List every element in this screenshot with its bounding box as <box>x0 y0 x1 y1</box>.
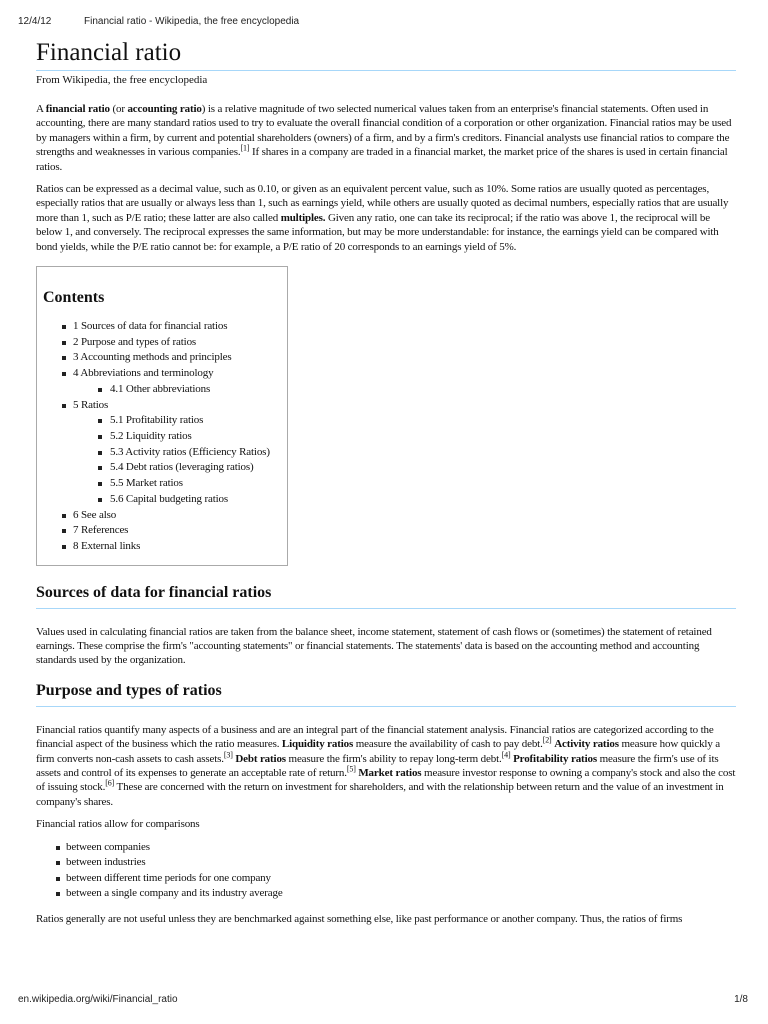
toc-list <box>43 319 287 555</box>
toc-item[interactable]: 5 Ratios <box>43 398 287 414</box>
text: If shares in a company are traded in a financial market, the market price of the shares is used in certain financial ratios. <box>36 146 728 173</box>
intro-paragraph-2 <box>36 182 736 254</box>
bold-term: accounting ratio <box>127 103 202 115</box>
text: measure the firm's use of its assets and control of its expenses to generate an acceptable rate of return. <box>36 752 719 780</box>
print-url: en.wikipedia.org/wiki/Financial_ratio <box>18 994 178 1005</box>
text: Ratios can be expressed as a decimal value, such as 0.10, or given as an equivalent percent value, such as 10%. Some ratios are usually quoted as percentages, especially ratios that are usually or always less than 1, such as earnings yield, while others are usually quoted as decimal numbers, especially ratios that are usually more than 1, such as P/E ratio; these latter are also called <box>36 183 729 224</box>
text: ) is a relative magnitude of two selected numerical values taken from an enterprise's financial statements. Often used in accounting, there are many standard ratios used to try to evaluate the overall financial condition of a corporation or other organization. Financial ratios may be used by managers within a firm, by current and potential shareholders (owners) of a firm, and by a firm's creditors. Financial analysts use financial ratios to compare the strengths and weaknesses in various companies. <box>36 103 732 159</box>
purpose-paragraph <box>36 723 736 809</box>
bold-term: multiples. <box>280 211 326 224</box>
toc-item[interactable]: 3 Accounting methods and principles <box>43 350 287 366</box>
toc-item[interactable]: 2 Purpose and types of ratios <box>43 335 287 351</box>
reference-link[interactable]: [2] <box>542 735 552 745</box>
print-footer <box>18 994 750 1010</box>
comparisons-intro: Financial ratios allow for comparisons <box>36 818 200 831</box>
list-item: between industries <box>36 855 736 871</box>
text: A <box>36 103 46 115</box>
section-heading-purpose: Purpose and types of ratios <box>36 680 736 707</box>
page-number: 1/8 <box>734 994 748 1005</box>
reference-link[interactable]: [1] <box>240 143 250 153</box>
toc-item[interactable]: 1 Sources of data for financial ratios <box>43 319 287 335</box>
section-heading-sources: Sources of data for financial ratios <box>36 582 736 609</box>
text: measure investor response to owning a company's stock and also the cost of issuing stock. <box>36 767 736 794</box>
toc-item[interactable]: 4 Abbreviations and terminology <box>43 366 287 382</box>
bold-term: Profitability ratios <box>513 752 597 765</box>
toc-subitem[interactable]: 4.1 Other abbreviations <box>43 382 287 398</box>
toc-item[interactable]: 6 See also <box>43 508 287 524</box>
bold-term: financial ratio <box>45 103 110 115</box>
toc-subitem[interactable]: 5.1 Profitability ratios <box>43 413 287 429</box>
text: Given any ratio, one can take its reciprocal; if the ratio was above 1, the reciprocal will be below 1, and conversely. The reciprocal expresses the same information, but may be more understandable: for instance, the earnings yield can be compared with bond yields, while the P/E ratio cannot be: for example, a P/E ratio of 20 corresponds to an earnings yield of 5%. <box>36 211 719 253</box>
sources-paragraph: Values used in calculating financial ratios are taken from the balance sheet, income statement, statement of cash flows or (sometimes) the statement of retained earnings. These comprise the firm's "accounting statements" or financial statements. The statements' data is based on the accounting method and accounting standards used by the organization. <box>36 625 712 667</box>
text: measure the availability of cash to pay debt. <box>353 738 543 751</box>
print-date: 12/4/12 <box>18 16 52 27</box>
toc-subitem[interactable]: 5.6 Capital budgeting ratios <box>43 492 287 508</box>
bold-term: Activity ratios <box>554 738 619 751</box>
print-page-title: Financial ratio - Wikipedia, the free encyclopedia <box>84 16 300 27</box>
toc-subitem[interactable]: 5.3 Activity ratios (Efficiency Ratios) <box>43 445 287 461</box>
bold-term: Debt ratios <box>235 752 286 765</box>
intro-paragraph-1 <box>36 102 736 174</box>
text: These are concerned with the return on investment for shareholders, and with the relationship between return and the value of an investment in company's shares. <box>36 781 724 808</box>
toc-subitem[interactable]: 5.2 Liquidity ratios <box>43 429 287 445</box>
toc-item[interactable]: 7 References <box>43 523 287 539</box>
reference-link[interactable]: [6] <box>105 778 115 788</box>
comparisons-list <box>36 840 736 902</box>
site-sub: From Wikipedia, the free encyclopedia <box>36 74 208 86</box>
toc-item[interactable]: 8 External links <box>43 539 287 555</box>
list-item: between different time periods for one company <box>36 871 736 887</box>
reference-link[interactable]: [5] <box>346 764 356 774</box>
text: measure the firm's ability to repay long-term debt. <box>285 752 502 765</box>
print-header <box>18 16 750 32</box>
bold-term: Market ratios <box>358 767 422 780</box>
reference-link[interactable]: [4] <box>501 749 511 759</box>
text: Financial ratios quantify many aspects of a business and are an integral part of the financial statement analysis. Financial ratios are categorized according to the financial aspect of the business which the ratio measures. <box>36 723 714 751</box>
bold-term: Liquidity ratios <box>281 738 354 751</box>
article-body <box>36 38 736 934</box>
text: (or <box>109 103 128 115</box>
reference-link[interactable]: [3] <box>223 749 233 759</box>
list-item: between a single company and its industry average <box>36 886 736 902</box>
trailing-paragraph: Ratios generally are not useful unless they are benchmarked against something else, like past performance or another company. Thus, the ratios of firms <box>36 912 683 925</box>
text: measure how quickly a firm converts non-cash assets to cash assets. <box>36 738 721 765</box>
list-item: between companies <box>36 840 736 856</box>
toc-subitem[interactable]: 5.4 Debt ratios (leveraging ratios) <box>43 460 287 476</box>
table-of-contents <box>36 266 288 566</box>
toc-title: Contents <box>43 289 105 307</box>
toc-subitem[interactable]: 5.5 Market ratios <box>43 476 287 492</box>
page-title: Financial ratio <box>36 38 736 71</box>
